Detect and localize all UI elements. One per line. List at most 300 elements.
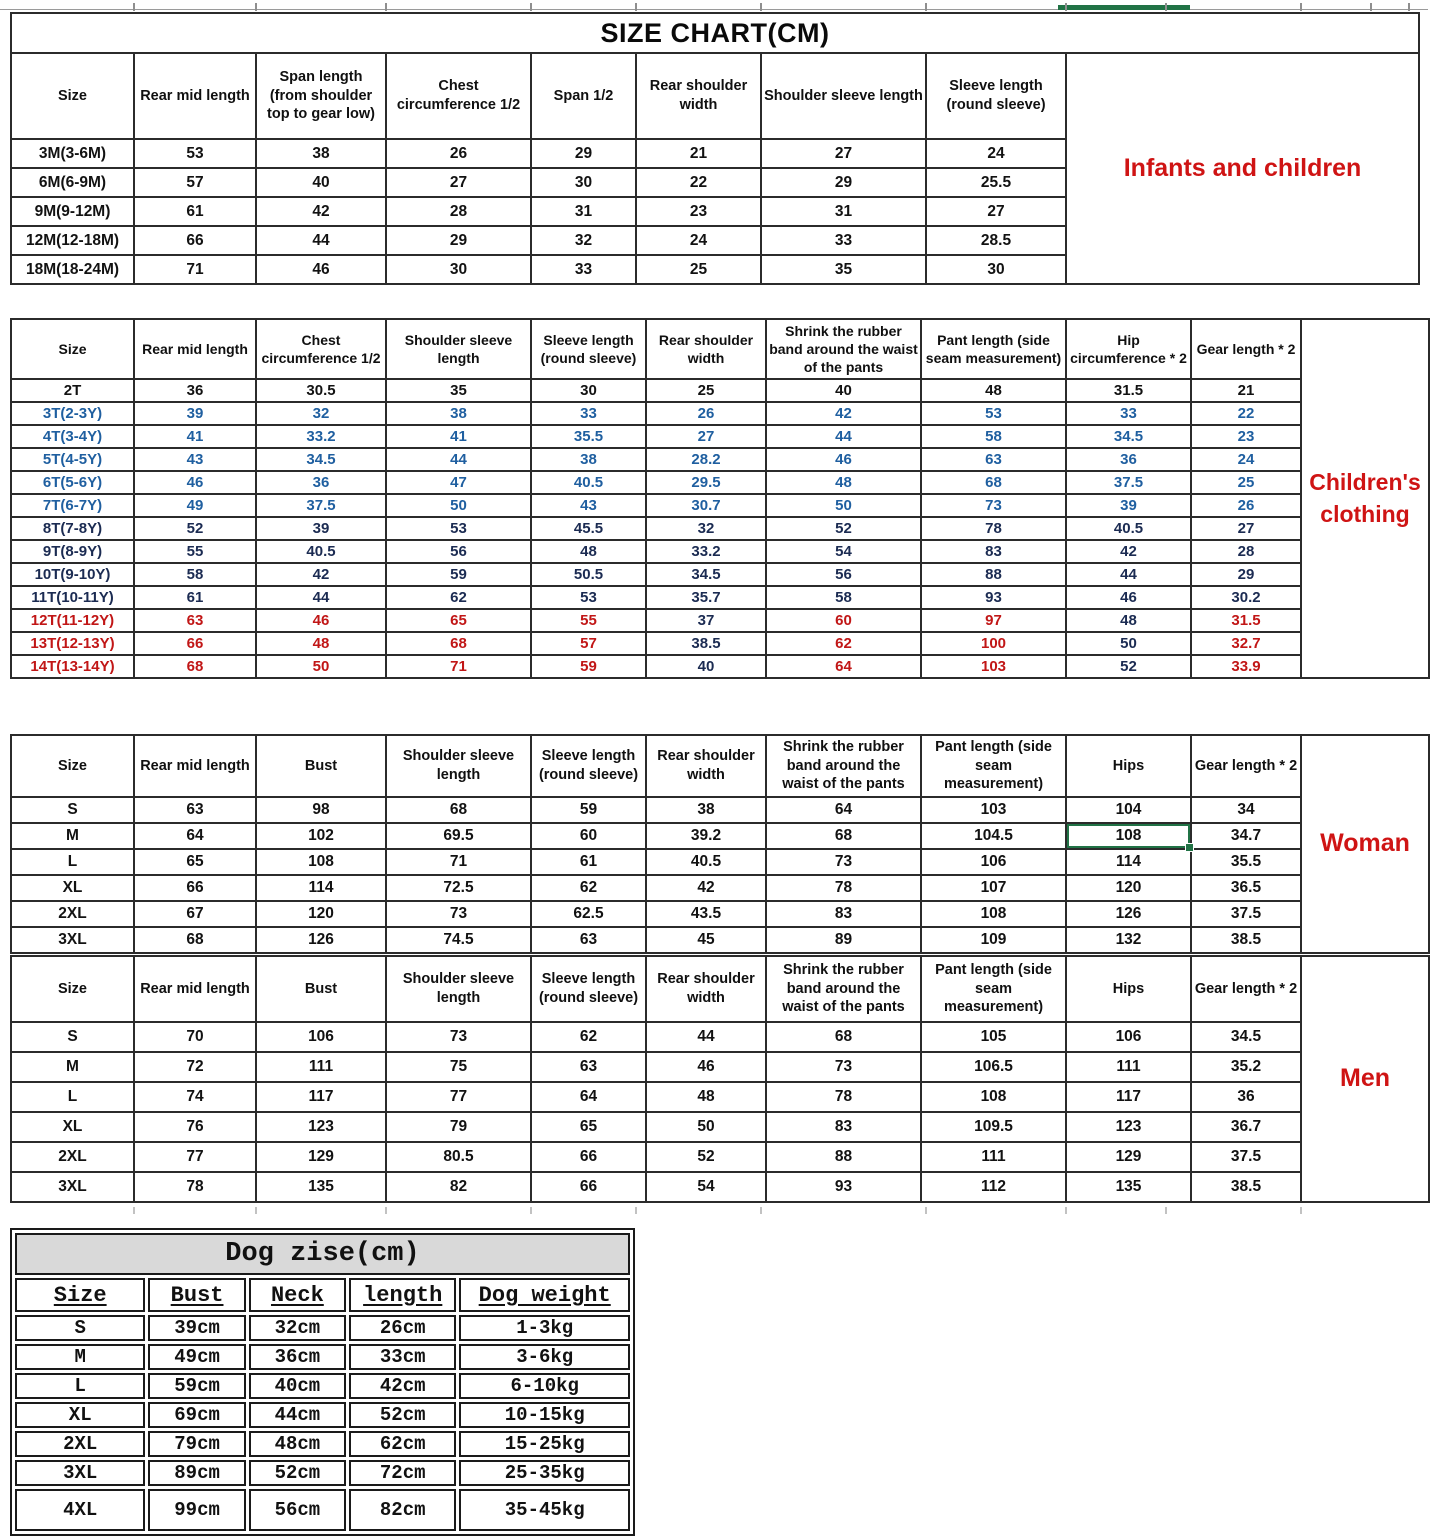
value-cell: 38 xyxy=(646,797,766,823)
value-cell: 37 xyxy=(646,609,766,632)
value-cell: 73 xyxy=(766,849,921,875)
value-cell: 52 xyxy=(646,1142,766,1172)
value-cell: 40cm xyxy=(249,1373,346,1399)
value-cell: 40.5 xyxy=(1066,517,1191,540)
ruler-tick xyxy=(385,3,387,11)
column-header: length xyxy=(349,1278,456,1312)
header-row xyxy=(11,956,1429,1022)
column-header: Shoulder sleeve length xyxy=(386,319,531,379)
value-cell: 53 xyxy=(386,517,531,540)
value-cell: 77 xyxy=(386,1082,531,1112)
value-cell: 23 xyxy=(636,197,761,226)
value-cell: 30 xyxy=(531,168,636,197)
column-header: Size xyxy=(11,735,134,797)
value-cell: 31.5 xyxy=(1066,379,1191,402)
value-cell: 83 xyxy=(766,1112,921,1142)
table-row xyxy=(11,1052,1429,1082)
value-cell: 107 xyxy=(921,875,1066,901)
column-header: Sleeve length (round sleeve) xyxy=(926,53,1066,139)
table-row xyxy=(11,609,1429,632)
gridline-remnants xyxy=(0,1207,1428,1215)
value-cell: 29 xyxy=(761,168,926,197)
value-cell: 63 xyxy=(531,1052,646,1082)
value-cell: 40 xyxy=(646,655,766,678)
value-cell: 21 xyxy=(1191,379,1301,402)
value-cell: 108 xyxy=(256,849,386,875)
value-cell: 126 xyxy=(1066,901,1191,927)
selected-column-indicator xyxy=(1058,5,1190,10)
value-cell: 34.5 xyxy=(1191,1022,1301,1052)
table-row xyxy=(11,901,1429,927)
size-cell: 7T(6-7Y) xyxy=(11,494,134,517)
value-cell: 68 xyxy=(766,823,921,849)
value-cell: 52 xyxy=(766,517,921,540)
value-cell: 40 xyxy=(256,168,386,197)
value-cell: 44 xyxy=(646,1022,766,1052)
value-cell: 27 xyxy=(761,139,926,168)
size-cell: 6M(6-9M) xyxy=(11,168,134,197)
value-cell: 43 xyxy=(134,448,256,471)
ruler-tick xyxy=(1408,3,1410,11)
value-cell: 78 xyxy=(766,1082,921,1112)
size-cell: 2XL xyxy=(11,901,134,927)
value-cell: 39.2 xyxy=(646,823,766,849)
value-cell: 39 xyxy=(134,402,256,425)
size-cell: 3M(3-6M) xyxy=(11,139,134,168)
ruler-tick xyxy=(530,1207,532,1214)
value-cell: 35.2 xyxy=(1191,1052,1301,1082)
value-cell: 28.2 xyxy=(646,448,766,471)
size-table-woman xyxy=(10,734,1430,954)
value-cell: 114 xyxy=(256,875,386,901)
value-cell: 114 xyxy=(1066,849,1191,875)
value-cell: 10-15kg xyxy=(459,1402,630,1428)
value-cell: 41 xyxy=(386,425,531,448)
value-cell: 76 xyxy=(134,1112,256,1142)
value-cell: 34.5 xyxy=(1066,425,1191,448)
value-cell: 34.5 xyxy=(646,563,766,586)
value-cell: 104 xyxy=(1066,797,1191,823)
value-cell: 36 xyxy=(1191,1082,1301,1112)
value-cell: 38.5 xyxy=(1191,1172,1301,1202)
value-cell: 54 xyxy=(766,540,921,563)
value-cell: 111 xyxy=(256,1052,386,1082)
value-cell: 47 xyxy=(386,471,531,494)
value-cell: 38.5 xyxy=(1191,927,1301,953)
size-cell: M xyxy=(11,823,134,849)
value-cell: 63 xyxy=(134,609,256,632)
size-cell: 13T(12-13Y) xyxy=(11,632,134,655)
value-cell: 62 xyxy=(531,1022,646,1052)
value-cell: 41 xyxy=(134,425,256,448)
value-cell: 1-3kg xyxy=(459,1315,630,1341)
value-cell: 40.5 xyxy=(256,540,386,563)
value-cell: 73 xyxy=(386,901,531,927)
value-cell: 26 xyxy=(646,402,766,425)
value-cell: 36 xyxy=(256,471,386,494)
category-label-children: Children's clothing xyxy=(1301,319,1429,678)
value-cell: 36 xyxy=(1066,448,1191,471)
value-cell: 36.7 xyxy=(1191,1112,1301,1142)
value-cell: 52 xyxy=(1066,655,1191,678)
ruler-tick xyxy=(1165,3,1167,11)
value-cell: 35.5 xyxy=(1191,849,1301,875)
value-cell: 29 xyxy=(1191,563,1301,586)
size-cell: 3XL xyxy=(11,1172,134,1202)
value-cell: 34.5 xyxy=(256,448,386,471)
value-cell: 71 xyxy=(134,255,256,284)
column-header: Shrink the rubber band around the waist of the pants xyxy=(766,735,921,797)
value-cell: 25-35kg xyxy=(459,1460,630,1486)
ruler-tick xyxy=(530,3,532,11)
table-row xyxy=(11,540,1429,563)
size-cell: 12M(12-18M) xyxy=(11,226,134,255)
value-cell: 27 xyxy=(386,168,531,197)
header-row xyxy=(11,319,1429,379)
value-cell: 25 xyxy=(646,379,766,402)
table-row xyxy=(11,1172,1429,1202)
value-cell: 106.5 xyxy=(921,1052,1066,1082)
value-cell: 135 xyxy=(256,1172,386,1202)
column-header: Rear mid length xyxy=(134,53,256,139)
column-header: Chest circumference 1/2 xyxy=(256,319,386,379)
column-header: Dog weight xyxy=(459,1278,630,1312)
value-cell: 37.5 xyxy=(1191,901,1301,927)
value-cell: 35.5 xyxy=(531,425,646,448)
table-row xyxy=(11,1112,1429,1142)
column-header: Size xyxy=(11,319,134,379)
size-cell: 3T(2-3Y) xyxy=(11,402,134,425)
table-row xyxy=(15,1344,630,1370)
size-cell: 2T xyxy=(11,379,134,402)
value-cell: 63 xyxy=(134,797,256,823)
column-header: Rear shoulder width xyxy=(646,319,766,379)
size-cell: 3XL xyxy=(15,1460,145,1486)
size-cell: 9M(9-12M) xyxy=(11,197,134,226)
ruler-tick xyxy=(1300,1207,1302,1214)
size-cell: S xyxy=(11,797,134,823)
value-cell: 35 xyxy=(761,255,926,284)
value-cell: 48 xyxy=(766,471,921,494)
value-cell: 42 xyxy=(256,197,386,226)
value-cell: 66 xyxy=(134,875,256,901)
value-cell: 37.5 xyxy=(1191,1142,1301,1172)
value-cell: 36cm xyxy=(249,1344,346,1370)
value-cell: 53 xyxy=(134,139,256,168)
value-cell: 33.2 xyxy=(646,540,766,563)
value-cell: 49 xyxy=(134,494,256,517)
size-cell: 11T(10-11Y) xyxy=(11,586,134,609)
value-cell: 111 xyxy=(921,1142,1066,1172)
value-cell: 129 xyxy=(1066,1142,1191,1172)
size-cell: XL xyxy=(11,875,134,901)
value-cell: 57 xyxy=(531,632,646,655)
value-cell: 61 xyxy=(134,197,256,226)
value-cell: 78 xyxy=(134,1172,256,1202)
value-cell: 97 xyxy=(921,609,1066,632)
header-row xyxy=(11,735,1429,797)
value-cell: 28 xyxy=(1191,540,1301,563)
value-cell: 120 xyxy=(256,901,386,927)
value-cell: 58 xyxy=(921,425,1066,448)
table-row xyxy=(11,927,1429,953)
value-cell: 52cm xyxy=(249,1460,346,1486)
value-cell: 33 xyxy=(1066,402,1191,425)
value-cell: 30 xyxy=(386,255,531,284)
value-cell: 34 xyxy=(1191,797,1301,823)
size-cell: 6T(5-6Y) xyxy=(11,471,134,494)
value-cell: 38 xyxy=(386,402,531,425)
value-cell: 68 xyxy=(134,655,256,678)
size-cell: 2XL xyxy=(15,1431,145,1457)
column-header: Shoulder sleeve length xyxy=(386,956,531,1022)
value-cell: 71 xyxy=(386,655,531,678)
size-cell: 3XL xyxy=(11,927,134,953)
value-cell: 31 xyxy=(761,197,926,226)
value-cell: 42 xyxy=(766,402,921,425)
size-cell: 9T(8-9Y) xyxy=(11,540,134,563)
value-cell: 50 xyxy=(386,494,531,517)
value-cell: 70 xyxy=(134,1022,256,1052)
value-cell: 33 xyxy=(531,402,646,425)
table-row xyxy=(15,1460,630,1486)
value-cell: 63 xyxy=(921,448,1066,471)
table-row xyxy=(11,823,1429,849)
value-cell: 111 xyxy=(1066,1052,1191,1082)
selected-cell: 108 xyxy=(1066,823,1191,849)
column-header: Sleeve length (round sleeve) xyxy=(531,735,646,797)
table-row xyxy=(11,494,1429,517)
value-cell: 64 xyxy=(531,1082,646,1112)
value-cell: 109.5 xyxy=(921,1112,1066,1142)
table-row xyxy=(11,1142,1429,1172)
spreadsheet-column-ruler xyxy=(0,0,1428,12)
value-cell: 109 xyxy=(921,927,1066,953)
value-cell: 78 xyxy=(921,517,1066,540)
value-cell: 56 xyxy=(386,540,531,563)
value-cell: 58 xyxy=(134,563,256,586)
ruler-tick xyxy=(635,3,637,11)
value-cell: 68 xyxy=(921,471,1066,494)
value-cell: 77 xyxy=(134,1142,256,1172)
value-cell: 56cm xyxy=(249,1489,346,1531)
category-label-woman: Woman xyxy=(1301,735,1429,953)
value-cell: 30 xyxy=(531,379,646,402)
column-header: Neck xyxy=(249,1278,346,1312)
value-cell: 24 xyxy=(926,139,1066,168)
value-cell: 39 xyxy=(1066,494,1191,517)
value-cell: 29.5 xyxy=(646,471,766,494)
value-cell: 123 xyxy=(1066,1112,1191,1142)
value-cell: 27 xyxy=(646,425,766,448)
value-cell: 93 xyxy=(921,586,1066,609)
column-header: Shrink the rubber band around the waist of the pants xyxy=(766,956,921,1022)
size-cell: M xyxy=(11,1052,134,1082)
ruler-tick xyxy=(1370,3,1372,11)
value-cell: 112 xyxy=(921,1172,1066,1202)
value-cell: 108 xyxy=(921,901,1066,927)
value-cell: 40.5 xyxy=(531,471,646,494)
value-cell: 88 xyxy=(921,563,1066,586)
ruler-tick xyxy=(133,3,135,11)
ruler-tick xyxy=(760,3,762,11)
value-cell: 22 xyxy=(636,168,761,197)
column-header: Gear length * 2 xyxy=(1191,956,1301,1022)
value-cell: 45 xyxy=(646,927,766,953)
column-header: Gear length * 2 xyxy=(1191,735,1301,797)
value-cell: 79 xyxy=(386,1112,531,1142)
size-cell: 4T(3-4Y) xyxy=(11,425,134,448)
table-row xyxy=(15,1315,630,1341)
value-cell: 26 xyxy=(1191,494,1301,517)
size-cell: S xyxy=(11,1022,134,1052)
value-cell: 74.5 xyxy=(386,927,531,953)
value-cell: 105 xyxy=(921,1022,1066,1052)
value-cell: 46 xyxy=(256,609,386,632)
value-cell: 27 xyxy=(1191,517,1301,540)
value-cell: 43.5 xyxy=(646,901,766,927)
value-cell: 32 xyxy=(256,402,386,425)
size-cell: 18M(18-24M) xyxy=(11,255,134,284)
size-cell: 12T(11-12Y) xyxy=(11,609,134,632)
column-header: Rear shoulder width xyxy=(646,956,766,1022)
header-row xyxy=(15,1278,630,1312)
value-cell: 26cm xyxy=(349,1315,456,1341)
value-cell: 33 xyxy=(761,226,926,255)
ruler-tick xyxy=(925,1207,927,1214)
value-cell: 135 xyxy=(1066,1172,1191,1202)
value-cell: 83 xyxy=(921,540,1066,563)
value-cell: 21 xyxy=(636,139,761,168)
value-cell: 42cm xyxy=(349,1373,456,1399)
value-cell: 38 xyxy=(256,139,386,168)
value-cell: 37.5 xyxy=(1066,471,1191,494)
value-cell: 30.5 xyxy=(256,379,386,402)
value-cell: 33.2 xyxy=(256,425,386,448)
value-cell: 80.5 xyxy=(386,1142,531,1172)
value-cell: 93 xyxy=(766,1172,921,1202)
value-cell: 69cm xyxy=(148,1402,245,1428)
value-cell: 44 xyxy=(1066,563,1191,586)
size-cell: 8T(7-8Y) xyxy=(11,517,134,540)
value-cell: 103 xyxy=(921,797,1066,823)
ruler-tick xyxy=(1065,3,1067,11)
value-cell: 102 xyxy=(256,823,386,849)
value-cell: 52 xyxy=(134,517,256,540)
ruler-tick xyxy=(635,1207,637,1214)
column-header: Rear shoulder width xyxy=(646,735,766,797)
size-cell: XL xyxy=(15,1402,145,1428)
value-cell: 46 xyxy=(766,448,921,471)
value-cell: 60 xyxy=(531,823,646,849)
dog-size-table xyxy=(10,1228,635,1536)
size-cell: L xyxy=(11,849,134,875)
value-cell: 62 xyxy=(766,632,921,655)
value-cell: 73 xyxy=(766,1052,921,1082)
value-cell: 28.5 xyxy=(926,226,1066,255)
value-cell: 65 xyxy=(386,609,531,632)
column-header: Pant length (side seam measurement) xyxy=(921,735,1066,797)
ruler-tick xyxy=(255,1207,257,1214)
value-cell: 29 xyxy=(386,226,531,255)
value-cell: 132 xyxy=(1066,927,1191,953)
value-cell: 82 xyxy=(386,1172,531,1202)
ruler-tick xyxy=(1065,1207,1067,1214)
value-cell: 44 xyxy=(256,586,386,609)
column-header: Sleeve length (round sleeve) xyxy=(531,319,646,379)
value-cell: 24 xyxy=(1191,448,1301,471)
size-cell: 2XL xyxy=(11,1142,134,1172)
column-header: Span 1/2 xyxy=(531,53,636,139)
value-cell: 38 xyxy=(531,448,646,471)
value-cell: 32cm xyxy=(249,1315,346,1341)
size-table-children xyxy=(10,318,1430,679)
value-cell: 52cm xyxy=(349,1402,456,1428)
column-header: Hips xyxy=(1066,735,1191,797)
value-cell: 44 xyxy=(256,226,386,255)
value-cell: 48 xyxy=(921,379,1066,402)
table-row xyxy=(15,1431,630,1457)
value-cell: 64 xyxy=(766,797,921,823)
table-row xyxy=(15,1489,630,1531)
value-cell: 106 xyxy=(256,1022,386,1052)
value-cell: 33.9 xyxy=(1191,655,1301,678)
value-cell: 23 xyxy=(1191,425,1301,448)
size-cell: 5T(4-5Y) xyxy=(11,448,134,471)
value-cell: 66 xyxy=(134,632,256,655)
size-cell: S xyxy=(15,1315,145,1341)
value-cell: 66 xyxy=(134,226,256,255)
value-cell: 65 xyxy=(134,849,256,875)
value-cell: 46 xyxy=(134,471,256,494)
value-cell: 61 xyxy=(134,586,256,609)
size-cell: 4XL xyxy=(15,1489,145,1531)
table-row xyxy=(11,517,1429,540)
value-cell: 30.2 xyxy=(1191,586,1301,609)
value-cell: 73 xyxy=(386,1022,531,1052)
value-cell: 49cm xyxy=(148,1344,245,1370)
value-cell: 68 xyxy=(386,797,531,823)
value-cell: 57 xyxy=(134,168,256,197)
value-cell: 66 xyxy=(531,1172,646,1202)
value-cell: 45.5 xyxy=(531,517,646,540)
size-cell: 10T(9-10Y) xyxy=(11,563,134,586)
value-cell: 46 xyxy=(646,1052,766,1082)
value-cell: 25 xyxy=(1191,471,1301,494)
category-label-infants: Infants and children xyxy=(1066,53,1419,284)
value-cell: 48 xyxy=(646,1082,766,1112)
value-cell: 68 xyxy=(766,1022,921,1052)
table-row xyxy=(11,655,1429,678)
column-header: Bust xyxy=(256,956,386,1022)
column-header: Pant length (side seam measurement) xyxy=(921,956,1066,1022)
value-cell: 40 xyxy=(766,379,921,402)
header-row xyxy=(11,53,1419,139)
column-header: Rear mid length xyxy=(134,735,256,797)
table-row xyxy=(11,1022,1429,1052)
size-cell: L xyxy=(15,1373,145,1399)
value-cell: 99cm xyxy=(148,1489,245,1531)
value-cell: 59 xyxy=(531,797,646,823)
table-row xyxy=(11,797,1429,823)
value-cell: 54 xyxy=(646,1172,766,1202)
value-cell: 33cm xyxy=(349,1344,456,1370)
value-cell: 42 xyxy=(1066,540,1191,563)
value-cell: 72.5 xyxy=(386,875,531,901)
value-cell: 108 xyxy=(921,1082,1066,1112)
value-cell: 15-25kg xyxy=(459,1431,630,1457)
column-header: Size xyxy=(11,956,134,1022)
